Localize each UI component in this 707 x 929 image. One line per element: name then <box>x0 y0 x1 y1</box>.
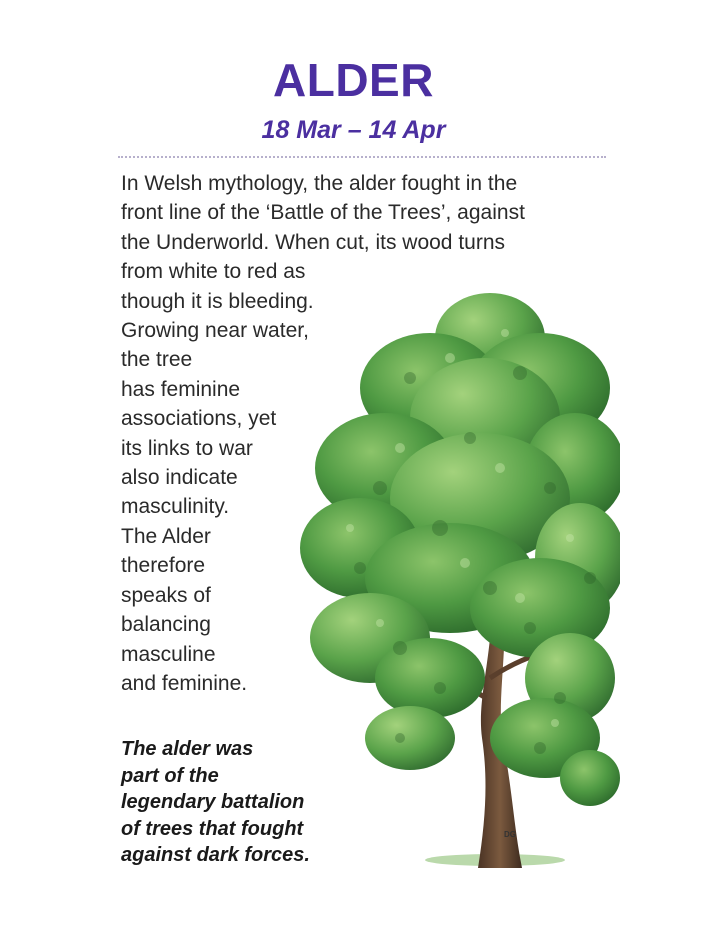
body-text <box>121 169 525 698</box>
body-line: speaks of <box>121 583 211 607</box>
caption-line: against dark forces. <box>121 844 310 866</box>
body-line: balancing <box>121 613 211 637</box>
caption-line: The alder was <box>121 738 254 760</box>
caption-line: of trees that fought <box>121 817 304 840</box>
body-line: the Underworld. When cut, its wood turns <box>121 230 506 254</box>
body-line: its links to war <box>121 436 253 460</box>
body-line: masculinity. <box>121 495 230 519</box>
illustrator-signature: DG <box>504 830 516 839</box>
body-line: front line of the ‘Battle of the Trees’, against <box>121 201 525 225</box>
body-line: from white to red as <box>121 260 306 284</box>
body-line: In Welsh mythology, the alder fought in the <box>121 172 518 195</box>
date-range: 18 Mar – 14 Apr <box>261 116 446 144</box>
caption <box>121 736 310 869</box>
body-line: also indicate <box>121 466 238 490</box>
body-line: The Alder <box>121 524 211 548</box>
body-line: therefore <box>121 554 206 578</box>
body-line: Growing near water, <box>121 319 309 343</box>
body-line: though it is bleeding. <box>121 289 314 313</box>
body-line: and feminine. <box>121 671 248 695</box>
body-line: the tree <box>121 348 193 372</box>
caption-line: legendary battalion <box>121 791 305 813</box>
page-title: ALDER <box>273 54 434 106</box>
body-line: associations, yet <box>121 407 277 431</box>
body-line: has feminine <box>121 377 241 401</box>
caption-line: part of the <box>121 764 219 787</box>
body-line: masculine <box>121 642 216 666</box>
dotted-divider <box>118 156 606 158</box>
